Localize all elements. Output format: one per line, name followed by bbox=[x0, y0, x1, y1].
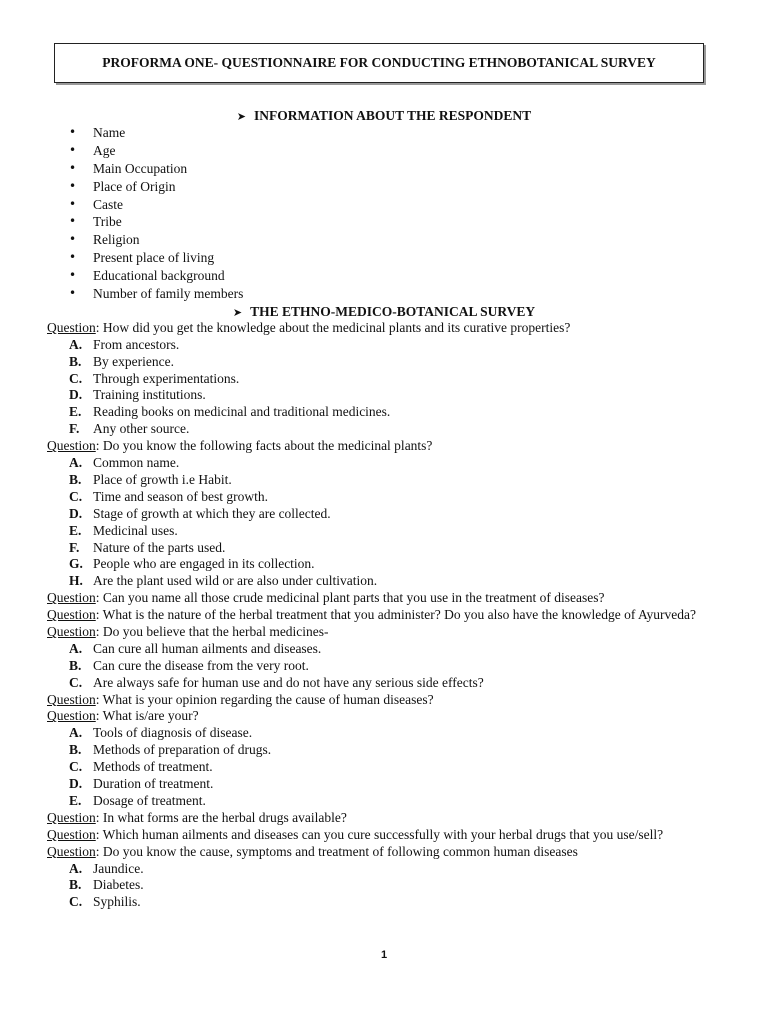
option-letter: D. bbox=[69, 776, 83, 792]
respondent-info-item: • Place of Origin bbox=[47, 178, 721, 196]
answer-option bbox=[47, 337, 721, 354]
option-text: Place of growth i.e Habit. bbox=[93, 471, 232, 487]
option-letter: B. bbox=[69, 471, 82, 487]
answer-option bbox=[47, 556, 721, 573]
option-letter: B. bbox=[69, 353, 82, 369]
respondent-info-item: • Educational background bbox=[47, 267, 721, 285]
option-letter: F. bbox=[69, 539, 80, 555]
question-label: Question bbox=[47, 607, 96, 623]
respondent-info-item: • Main Occupation bbox=[47, 160, 721, 178]
answer-option bbox=[47, 404, 721, 421]
option-text: Can cure all human ailments and diseases. bbox=[93, 640, 322, 656]
option-text: Methods of treatment. bbox=[93, 759, 213, 775]
question-text bbox=[47, 708, 721, 725]
answer-option bbox=[47, 573, 721, 590]
question-label: Question bbox=[47, 438, 96, 454]
respondent-info-item: • Age bbox=[47, 142, 721, 160]
option-text: Are the plant used wild or are also under cultivation. bbox=[93, 573, 378, 589]
option-letter: B. bbox=[69, 742, 82, 758]
document-title: PROFORMA ONE- QUESTIONNAIRE FOR CONDUCTING ETHNOBOTANICAL SURVEY bbox=[102, 55, 656, 70]
question-text bbox=[47, 624, 721, 641]
option-text: Tools of diagnosis of disease. bbox=[93, 725, 253, 741]
question-block bbox=[47, 827, 721, 844]
option-letter: E. bbox=[69, 522, 82, 538]
arrow-bullet-icon: ➤ bbox=[232, 305, 243, 319]
option-text: By experience. bbox=[93, 353, 174, 369]
respondent-info-item: • Tribe bbox=[47, 213, 721, 231]
option-text: Nature of the parts used. bbox=[93, 539, 226, 555]
question-label: Question bbox=[47, 590, 96, 606]
answer-option bbox=[47, 354, 721, 371]
question-text bbox=[47, 438, 721, 455]
answer-option bbox=[47, 776, 721, 793]
arrow-bullet-icon: ➤ bbox=[236, 110, 247, 123]
option-letter: H. bbox=[69, 573, 83, 589]
question-block bbox=[47, 810, 721, 827]
question-body: : In what forms are the herbal drugs available? bbox=[95, 809, 347, 825]
option-letter: C. bbox=[69, 894, 83, 910]
respondent-info-item: • Caste bbox=[47, 196, 721, 214]
question-block bbox=[47, 438, 721, 590]
option-letter: C. bbox=[69, 759, 83, 775]
respondent-info-item: • Name bbox=[47, 124, 721, 142]
question-block bbox=[47, 844, 721, 912]
section-heading-survey: ➤ THE ETHNO-MEDICO-BOTANICAL SURVEY bbox=[232, 303, 536, 319]
answer-option bbox=[47, 489, 721, 506]
option-text: Through experimentations. bbox=[93, 370, 240, 386]
option-text: Stage of growth at which they are collected. bbox=[93, 505, 331, 521]
question-label: Question bbox=[47, 624, 96, 639]
answer-option bbox=[47, 641, 721, 658]
question-label: Question bbox=[47, 826, 96, 842]
option-letter: E. bbox=[69, 404, 82, 420]
answer-option bbox=[47, 371, 721, 388]
question-block bbox=[47, 624, 721, 692]
question-block bbox=[47, 590, 721, 607]
question-text bbox=[47, 590, 721, 607]
answer-option bbox=[47, 877, 721, 894]
question-block bbox=[47, 692, 721, 709]
option-letter: B. bbox=[69, 657, 82, 673]
answer-option bbox=[47, 725, 721, 742]
answer-option bbox=[47, 540, 721, 557]
option-letter: D. bbox=[69, 505, 83, 521]
answer-option bbox=[47, 472, 721, 489]
respondent-info-list bbox=[47, 124, 721, 303]
respondent-info-item: • Religion bbox=[47, 231, 721, 249]
option-text: Dosage of treatment. bbox=[93, 792, 206, 808]
option-text: Methods of preparation of drugs. bbox=[93, 742, 272, 758]
option-letter: F. bbox=[69, 421, 80, 437]
option-text: Time and season of best growth. bbox=[93, 488, 268, 504]
option-letter: C. bbox=[69, 674, 83, 690]
option-text: Medicinal uses. bbox=[93, 522, 178, 538]
answer-option bbox=[47, 861, 721, 878]
answer-option bbox=[47, 675, 721, 692]
question-label: Question bbox=[47, 691, 96, 707]
option-text: Jaundice. bbox=[93, 860, 144, 876]
answer-option bbox=[47, 421, 721, 438]
option-letter: B. bbox=[69, 877, 82, 893]
answer-option bbox=[47, 455, 721, 472]
question-block bbox=[47, 320, 721, 438]
question-body: : What is your opinion regarding the cause of human diseases? bbox=[95, 691, 434, 707]
option-letter: A. bbox=[69, 725, 83, 741]
question-body: : Do you know the following facts about the medicinal plants? bbox=[95, 438, 433, 454]
option-text: Reading books on medicinal and traditional medicines. bbox=[93, 404, 391, 420]
option-text: Syphilis. bbox=[93, 894, 141, 910]
document-body bbox=[47, 107, 721, 911]
option-letter: C. bbox=[69, 370, 83, 386]
question-body: : Do you know the cause, symptoms and treatment of following common human diseases bbox=[95, 843, 578, 859]
question-label: Question bbox=[47, 809, 96, 825]
question-text bbox=[47, 320, 721, 337]
question-label: Question bbox=[47, 843, 96, 859]
option-text: People who are engaged in its collection. bbox=[93, 556, 315, 572]
question-block bbox=[47, 607, 721, 624]
option-text: From ancestors. bbox=[93, 336, 180, 352]
question-text bbox=[47, 810, 721, 827]
title-box bbox=[54, 43, 704, 83]
option-letter: A. bbox=[69, 640, 83, 656]
question-text bbox=[47, 844, 721, 861]
option-text: Are always safe for human use and do not have any serious side effects? bbox=[93, 674, 484, 690]
question-text bbox=[47, 607, 721, 624]
question-list bbox=[47, 320, 721, 911]
option-letter: E. bbox=[69, 792, 82, 808]
option-text: Any other source. bbox=[93, 421, 190, 437]
question-body: : Can you name all those crude medicinal plant parts that you use in the treatment of diseases? bbox=[95, 590, 605, 606]
question-text bbox=[47, 692, 721, 709]
page-number: 1 bbox=[380, 949, 388, 961]
option-text: Duration of treatment. bbox=[93, 776, 214, 792]
question-body: : What is the nature of the herbal treatment that you administer? Do you also have the knowledge of Ayurveda? bbox=[95, 607, 696, 623]
option-text: Can cure the disease from the very root. bbox=[93, 657, 309, 673]
question-body: : What is/are your? bbox=[95, 708, 199, 724]
section-heading-respondent: ➤ INFORMATION ABOUT THE RESPONDENT bbox=[236, 108, 532, 123]
option-text: Training institutions. bbox=[93, 387, 206, 403]
option-letter: A. bbox=[69, 455, 83, 471]
question-body: : Which human ailments and diseases can you cure successfully with your herbal drugs that you use/sell? bbox=[95, 826, 664, 842]
option-letter: D. bbox=[69, 387, 83, 403]
respondent-info-item: • Number of family members bbox=[47, 285, 721, 303]
answer-option bbox=[47, 759, 721, 776]
answer-option bbox=[47, 742, 721, 759]
question-body: : Do you believe that the herbal medicines- bbox=[95, 624, 329, 639]
option-text: Common name. bbox=[93, 455, 180, 471]
respondent-info-item: • Present place of living bbox=[47, 249, 721, 267]
answer-option bbox=[47, 506, 721, 523]
option-letter: A. bbox=[69, 336, 83, 352]
answer-option bbox=[47, 894, 721, 911]
answer-option bbox=[47, 658, 721, 675]
answer-option bbox=[47, 793, 721, 810]
option-text: Diabetes. bbox=[93, 877, 144, 893]
answer-option bbox=[47, 387, 721, 404]
question-label: Question bbox=[47, 319, 96, 335]
option-letter: G. bbox=[69, 556, 83, 572]
question-block bbox=[47, 708, 721, 809]
answer-option bbox=[47, 523, 721, 540]
option-letter: A. bbox=[69, 860, 83, 876]
question-text bbox=[47, 827, 721, 844]
option-letter: C. bbox=[69, 488, 83, 504]
question-label: Question bbox=[47, 708, 96, 724]
question-body: : How did you get the knowledge about the medicinal plants and its curative properties? bbox=[95, 319, 571, 335]
